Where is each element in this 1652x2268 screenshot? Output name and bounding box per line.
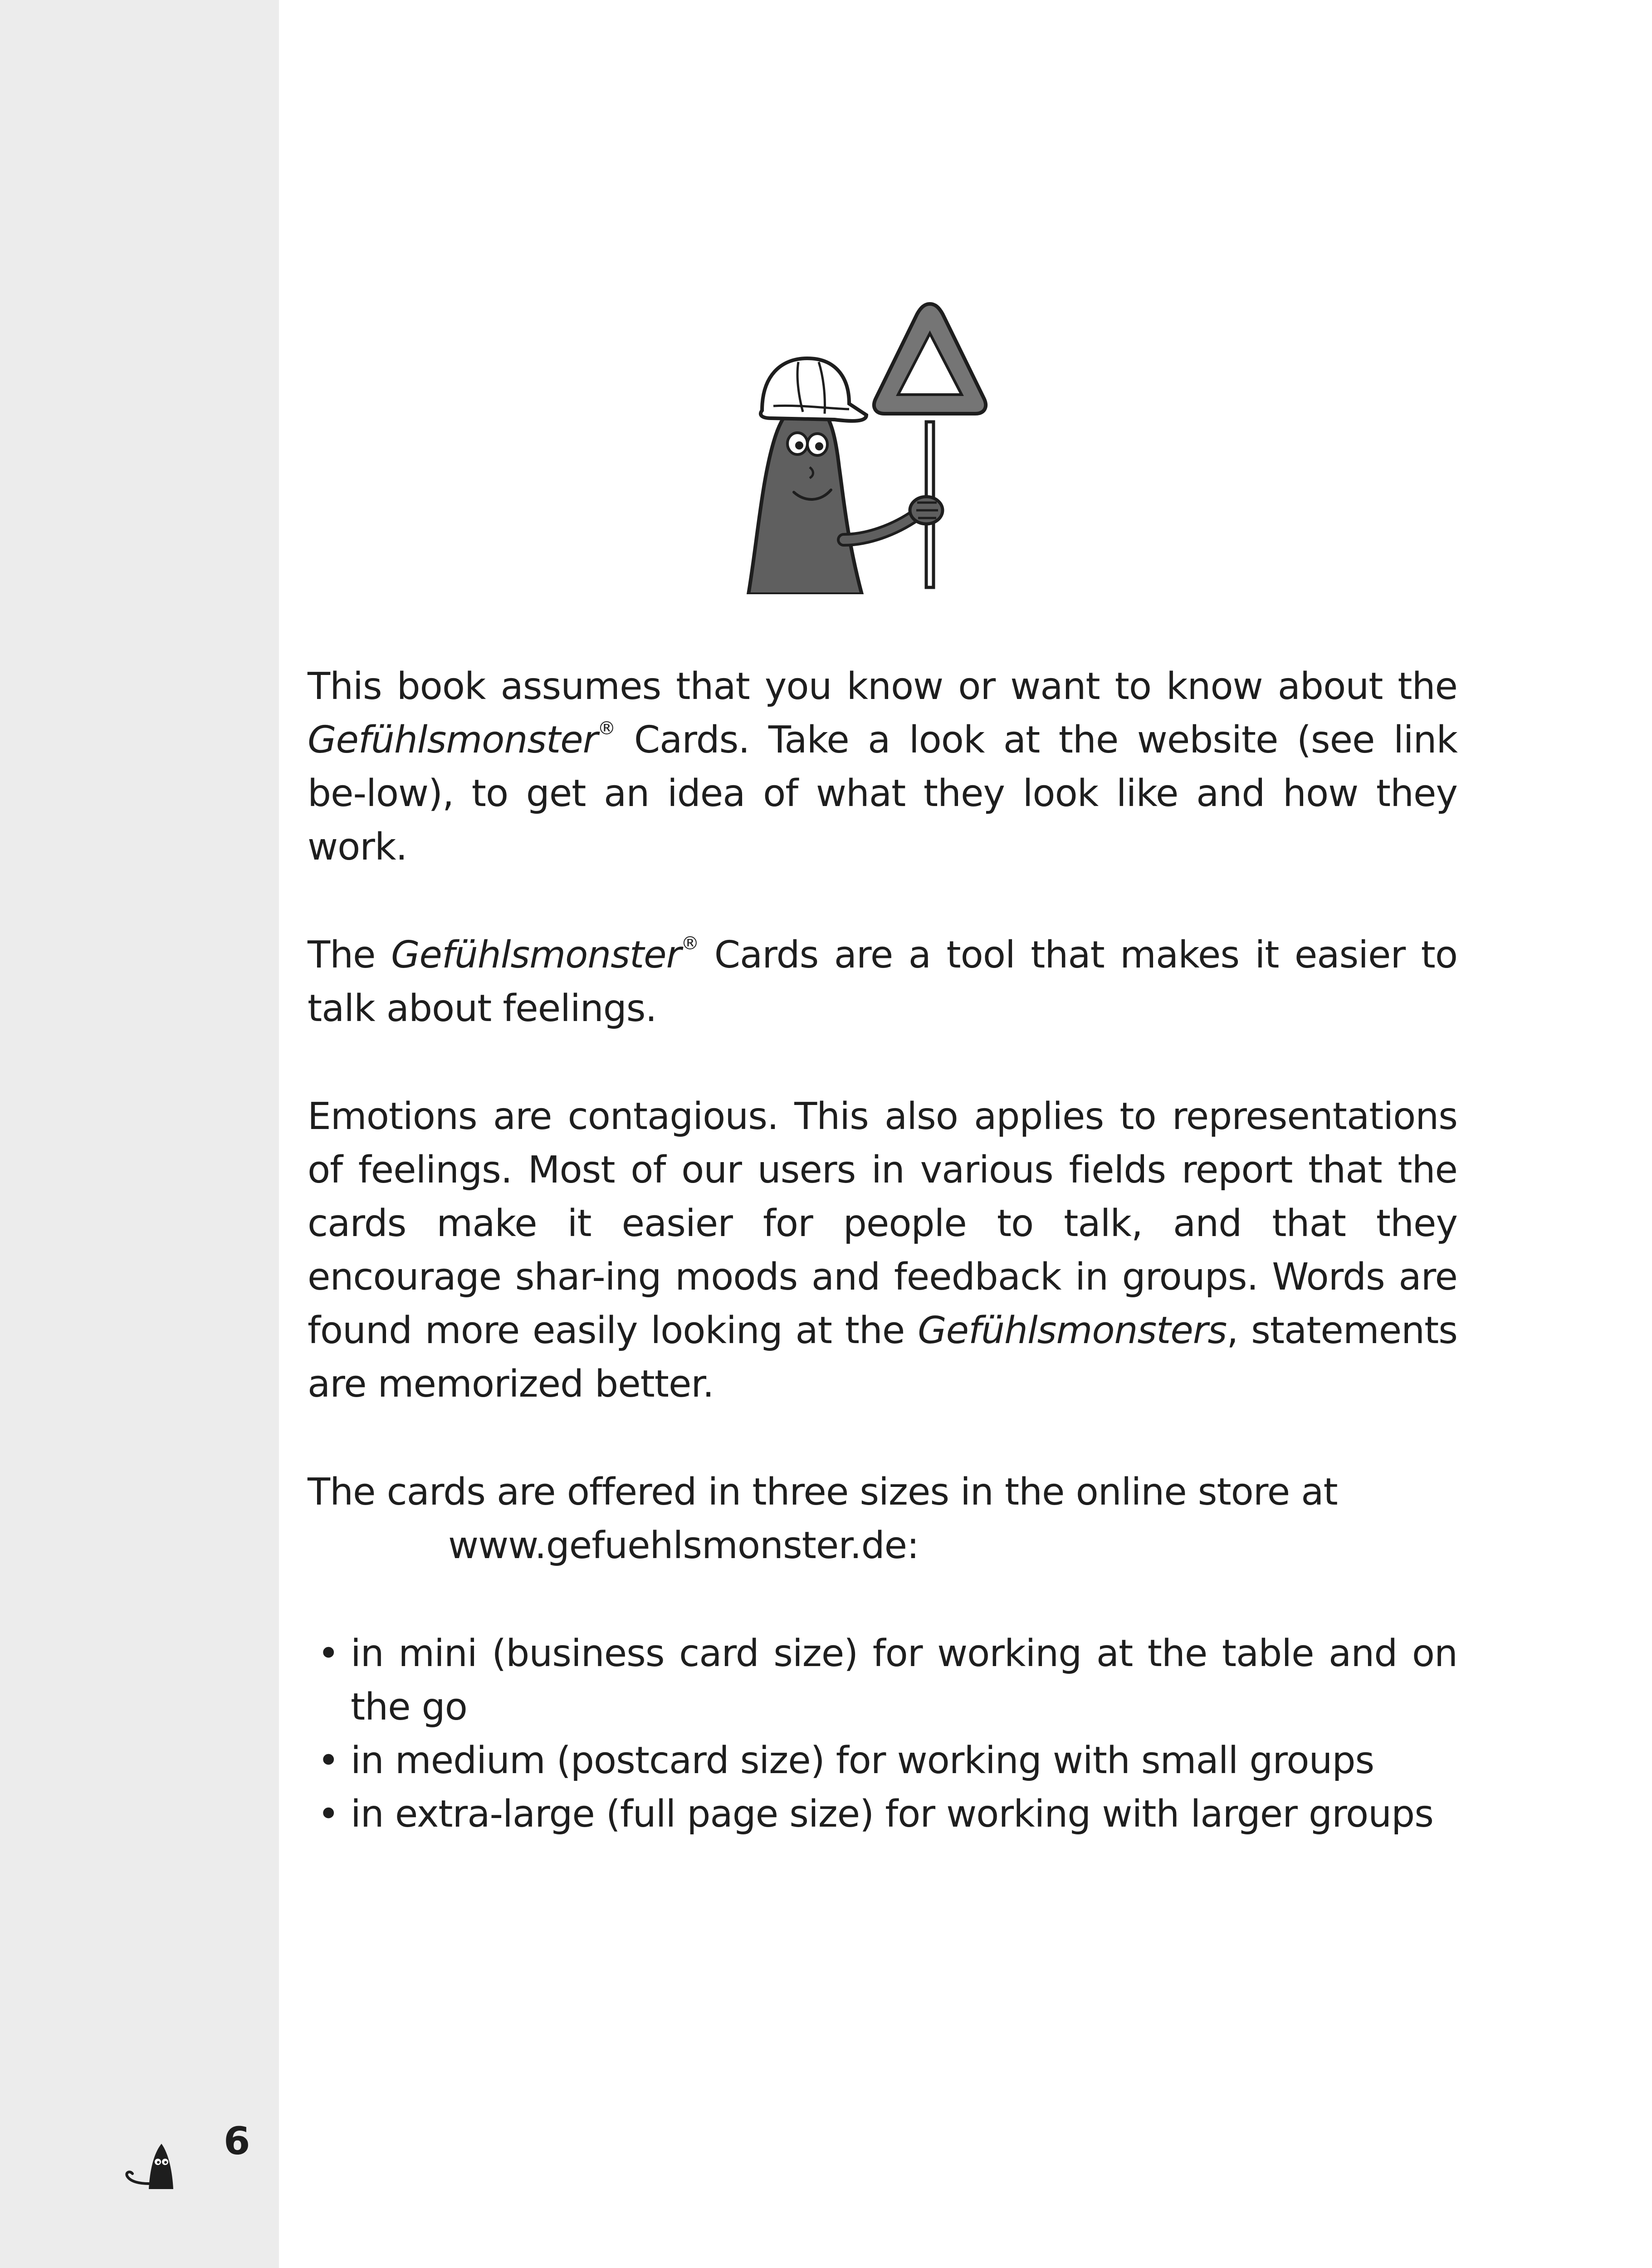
brand-name: Gefühlsmonsters	[918, 1309, 1227, 1352]
store-paragraph: The cards are offered in three sizes in the online store at www.gefuehlsmonster.de:	[308, 1466, 1457, 1573]
page-number: 6	[224, 2119, 250, 2163]
list-item: • in mini (business card size) for working at the table and on the go	[308, 1627, 1457, 1734]
side-margin-strip	[0, 0, 279, 2268]
small-monster-logo-icon	[122, 2140, 185, 2190]
store-url-link[interactable]: www.gefuehlsmonster.de:	[448, 1524, 919, 1567]
tool-paragraph: The Gefühlsmonster® Cards are a tool that makes it easier to talk about feelings.	[308, 933, 1457, 1030]
bullet-icon: •	[318, 1632, 339, 1675]
monster-with-hard-hat-holding-warning-sign-icon	[730, 286, 1039, 594]
list-item: • in extra-large (full page size) for working with larger groups	[308, 1788, 1457, 1841]
card-sizes-list	[308, 1627, 1457, 1841]
bullet-icon: •	[318, 1739, 339, 1782]
brand-name: Gefühlsmonster	[308, 719, 598, 762]
intro-paragraph: This book assumes that you know or want to know about the Gefühlsmonster® Cards. Take a look at the website (see link be-low), to get an idea of what they look like and how they work.	[308, 665, 1457, 869]
body-text	[308, 660, 1457, 1841]
list-item: • in medium (postcard size) for working with small groups	[308, 1734, 1457, 1788]
hard-hat	[761, 358, 866, 421]
emotions-paragraph: Emotions are contagious. This also applies to representations of feelings. Most of our users in various fields report that the cards make it easier for people to talk, and that they encourage shar-ing moods and feedback in groups. Words are found more easily looking at the Gefühlsmonsters, statements are memorized better.	[308, 1095, 1457, 1406]
bullet-icon: •	[318, 1793, 339, 1836]
brand-name: Gefühlsmonster	[391, 934, 681, 977]
